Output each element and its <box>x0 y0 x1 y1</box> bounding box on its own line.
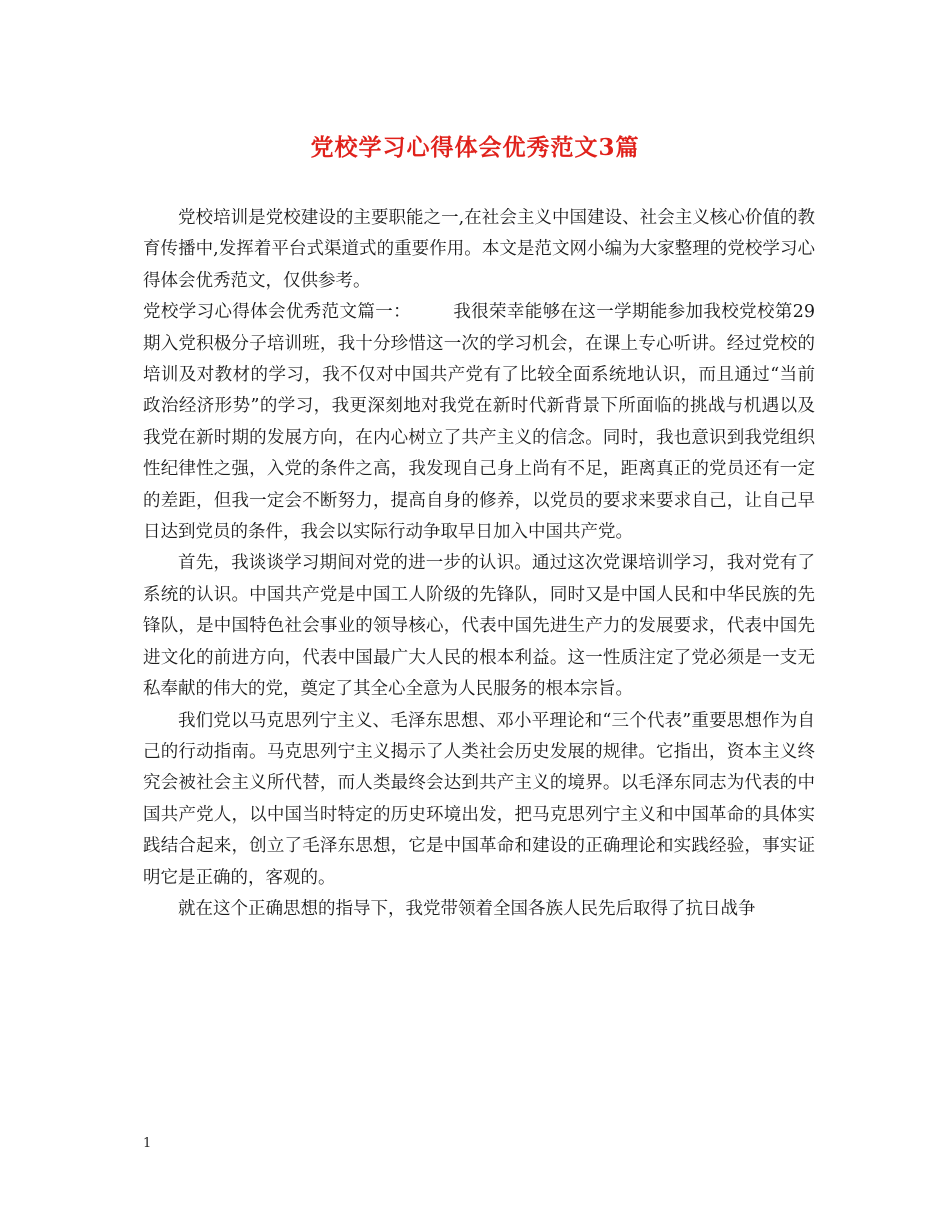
page-number: 1 <box>143 1136 152 1151</box>
body-paragraph: 首先，我谈谈学习期间对党的进一步的认识。通过这次党课培训学习，我对党有了系统的认识。中国共产党是中国工人阶级的先锋队，同时又是中国人民和中华民族的先锋队，是中国特色社会事业的领导核心，代表中国先进生产力的发展要求，代表中国先进文化的前进方向，代表中国最广大人民的根本利益。这一性质注定了党必须是一支无私奉献的伟大的党，奠定了其全心全意为人民服务的根本宗旨。 <box>143 553 815 700</box>
body-paragraph: 我们党以马克思列宁主义、毛泽东思想、邓小平理论和“三个代表”重要思想作为自己的行动指南。马克思列宁主义揭示了人类社会历史发展的规律。它指出，资本主义终究会被社会主义所代替，而人类最终会达到共产主义的境界。以毛泽东同志为代表的中国共产党人，以中国当时特定的历史环境出发，把马克思列宁主义和中国革命的具体实践结合起来，创立了毛泽东思想，它是中国革命和建设的正确理论和实践经验，事实证明它是正确的，客观的。 <box>143 710 815 888</box>
document-body <box>143 203 815 925</box>
body-paragraph: 就在这个正确思想的指导下，我党带领着全国各族人民先后取得了抗日战争 <box>178 898 756 919</box>
intro-paragraph: 党校培训是党校建设的主要职能之一,在社会主义中国建设、社会主义核心价值的教育传播中,发挥着平台式渠道式的重要作用。本文是范文网小编为大家整理的党校学习心得体会优秀范文，仅供参考。 <box>143 208 815 291</box>
section-first-paragraph-text: 我很荣幸能够在这一学期能参加我校党校第29期入党积极分子培训班，我十分珍惜这一次的学习机会，在课上专心听讲。经过党校的培训及对教材的学习，我不仅对中国共产党有了比较全面系统地认识，而且通过“当前政治经济形势”的学习，我更深刻地对我党在新时代新背景下所面临的挑战与机遇以及我党在新时期的发展方向，在内心树立了共产主义的信念。同时，我也意识到我党组织性纪律性之强，入党的条件之高，我发现自己身上尚有不足，距离真正的党员还有一定的差距，但我一定会不断努力，提高自身的修养，以党员的要求来要求自己，让自己早日达到党员的条件，我会以实际行动争取早日加入中国共产党。 <box>143 302 815 543</box>
document-title: 党校学习心得体会优秀范文3篇 <box>310 134 640 161</box>
section-heading: 党校学习心得体会优秀范文篇一： <box>143 302 411 323</box>
section-one-paragraph <box>143 297 815 548</box>
